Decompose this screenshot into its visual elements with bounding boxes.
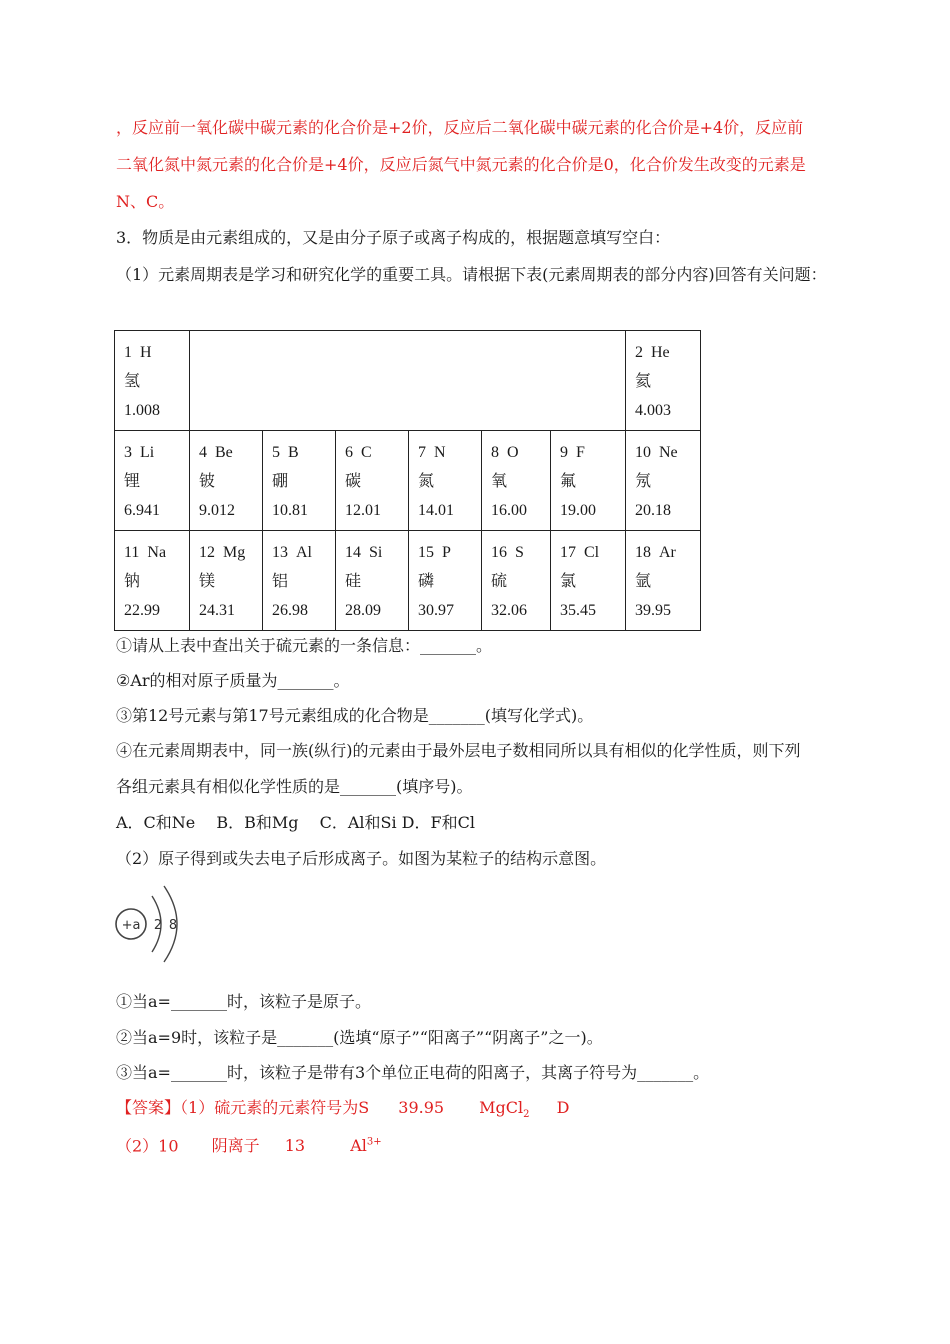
element-name: 硼 [272, 473, 289, 490]
element-name: 碳 [345, 473, 362, 490]
element-name: 铍 [199, 473, 216, 490]
atomic-number: 16 [491, 544, 507, 561]
atomic-number: 10 [635, 444, 651, 461]
atomic-mass: 26.98 [272, 602, 308, 619]
atomic-mass: 30.97 [418, 602, 454, 619]
q4-line-2: 各组元素具有相似化学性质的是_______(填序号)。 [116, 777, 473, 796]
element-name: 硫 [491, 573, 508, 590]
element-symbol: Na [147, 544, 167, 561]
element-symbol: B [288, 444, 299, 461]
atomic-number: 12 [199, 544, 215, 561]
atomic-number: 3 [124, 444, 132, 461]
element-cell [551, 531, 626, 631]
atomic-number: 7 [418, 444, 426, 461]
element-symbol: Cl [584, 544, 600, 561]
atomic-mass: 6.941 [124, 502, 160, 519]
element-symbol: P [442, 544, 451, 561]
atomic-number: 15 [418, 544, 434, 561]
atomic-number: 13 [272, 544, 288, 561]
element-name: 锂 [124, 473, 141, 490]
element-cell [190, 431, 263, 531]
atomic-mass: 10.81 [272, 502, 308, 519]
element-symbol: Li [140, 444, 155, 461]
element-name: 氖 [635, 473, 652, 490]
prev-answer-line-1: ，反应前一氧化碳中碳元素的化合价是+2价，反应后二氧化碳中碳元素的化合价是+4价，反应前 [116, 118, 804, 137]
atomic-mass: 19.00 [560, 502, 596, 519]
periodic-table [114, 330, 701, 631]
element-name: 钠 [124, 573, 141, 590]
table-row [115, 431, 701, 531]
atomic-number: 5 [272, 444, 280, 461]
table-gap [190, 331, 626, 431]
element-cell [626, 531, 701, 631]
element-name: 氮 [418, 473, 435, 490]
element-cell [336, 531, 409, 631]
atomic-number: 18 [635, 544, 651, 561]
element-cell [551, 431, 626, 531]
question-stem: 3．物质是由元素组成的，又是由分子原子或离子构成的，根据题意填写空白： [116, 228, 671, 247]
atomic-mass: 24.31 [199, 602, 235, 619]
element-name: 氧 [491, 473, 508, 490]
element-symbol: F [576, 444, 585, 461]
atomic-mass: 14.01 [418, 502, 454, 519]
part2-intro: （2）原子得到或失去电子后形成离子。如图为某粒子的结构示意图。 [116, 849, 607, 868]
element-name: 氯 [560, 573, 577, 590]
element-cell [626, 431, 701, 531]
element-symbol: Al [296, 544, 312, 561]
element-cell [482, 531, 551, 631]
element-cell [336, 431, 409, 531]
element-name: 氩 [635, 573, 652, 590]
element-name: 镁 [199, 573, 216, 590]
element-cell [482, 431, 551, 531]
nucleus-label: +a [121, 918, 141, 933]
q4-line-1: ④在元素周期表中，同一族(纵行)的元素由于最外层电子数相同所以具有相似的化学性质，则下列 [116, 741, 801, 760]
element-cell: 1 H 氢 1.008 [115, 331, 190, 431]
p2-q1: ①当a=_______时，该粒子是原子。 [116, 992, 371, 1011]
element-symbol: S [515, 544, 524, 561]
atomic-mass: 39.95 [635, 602, 671, 619]
element-symbol: N [434, 444, 446, 461]
atomic-mass: 9.012 [199, 502, 235, 519]
element-cell: 2 He 氦 4.003 [626, 331, 701, 431]
atomic-number: 14 [345, 544, 361, 561]
atomic-mass: 20.18 [635, 502, 671, 519]
prev-answer-line-2: 二氧化氮中氮元素的化合价是+4价，反应后氮气中氮元素的化合价是0，化合价发生改变的元素是 [116, 155, 806, 174]
element-cell [409, 431, 482, 531]
options: A．C和Ne B．B和Mg C．Al和Si D．F和Cl [116, 813, 475, 832]
p2-q2: ②当a=9时，该粒子是_______(选填“原子”“阳离子”“阴离子”之一)。 [116, 1028, 603, 1047]
element-symbol: Be [215, 444, 233, 461]
prev-answer-line-3: N、C。 [116, 192, 175, 211]
element-cell [263, 431, 336, 531]
element-cell [263, 531, 336, 631]
atomic-number: 17 [560, 544, 576, 561]
atomic-mass: 22.99 [124, 602, 160, 619]
element-cell [115, 431, 190, 531]
element-cell [409, 531, 482, 631]
q3: ③第12号元素与第17号元素组成的化合物是_______(填写化学式)。 [116, 706, 594, 725]
element-symbol: Ne [659, 444, 678, 461]
element-cell [115, 531, 190, 631]
atomic-mass: 28.09 [345, 602, 381, 619]
atomic-mass: 35.45 [560, 602, 596, 619]
atomic-mass: 12.01 [345, 502, 381, 519]
atom-structure-diagram [112, 876, 192, 966]
answer-label: 【答案】 [116, 1098, 181, 1117]
element-name: 硅 [345, 573, 362, 590]
element-name: 磷 [418, 573, 435, 590]
element-symbol: C [361, 444, 372, 461]
answer-line-2: （2）10 阴离子 13 $Al^{3+}$ [116, 1136, 382, 1156]
atomic-number: 9 [560, 444, 568, 461]
q1: ①请从上表中查出关于硫元素的一条信息：_______。 [116, 636, 493, 655]
shell-2-count: 8 [168, 918, 178, 933]
element-symbol: Mg [223, 544, 246, 561]
part1-intro: （1）元素周期表是学习和研究化学的重要工具。请根据下表(元素周期表的部分内容)回答有关问题： [116, 265, 827, 284]
element-name: 氟 [560, 473, 577, 490]
atomic-number: 11 [124, 544, 140, 561]
atomic-number: 6 [345, 444, 353, 461]
element-symbol: O [507, 444, 519, 461]
atomic-number: 8 [491, 444, 499, 461]
p2-q3: ③当a=_______时，该粒子是带有3个单位正电荷的阳离子，其离子符号为_______。 [116, 1063, 710, 1082]
shell-1-count: 2 [153, 918, 163, 933]
table-row [115, 531, 701, 631]
atomic-mass: 32.06 [491, 602, 527, 619]
atomic-mass: 16.00 [491, 502, 527, 519]
element-symbol: Ar [659, 544, 676, 561]
element-cell [190, 531, 263, 631]
element-name: 铝 [272, 573, 289, 590]
element-symbol: Si [369, 544, 383, 561]
answer-line-1: 【答案】（1）硫元素的元素符号为S 39.95 MgCl$_2$ D [116, 1098, 570, 1121]
atomic-number: 4 [199, 444, 207, 461]
q2: ②Ar的相对原子质量为_______。 [116, 671, 350, 690]
